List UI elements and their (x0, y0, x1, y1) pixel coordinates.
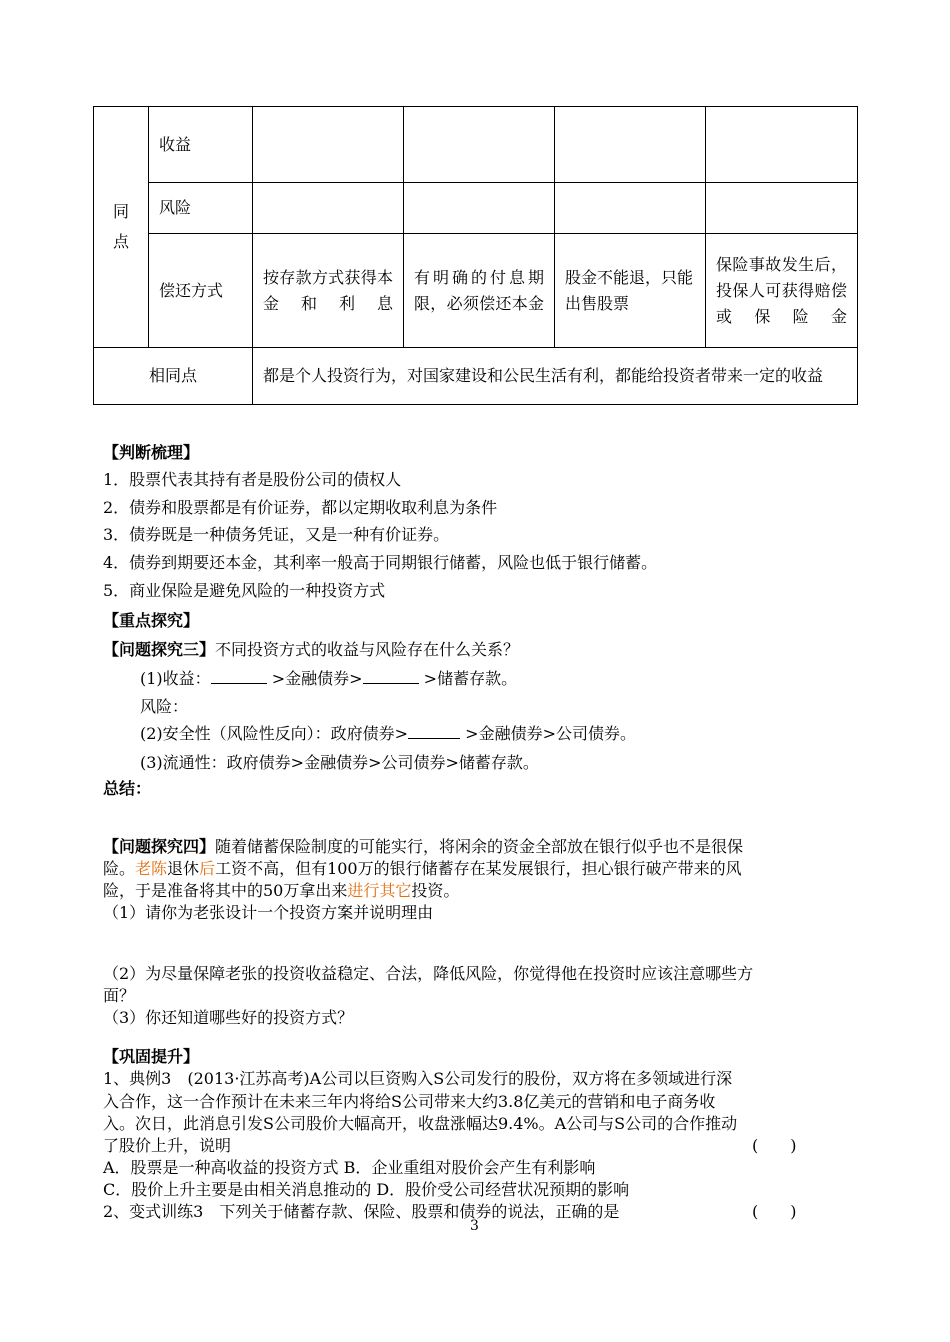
judge-heading: 【判断梳理】 (103, 443, 200, 462)
same-label: 相同点 (94, 348, 253, 405)
row-label: 风险 (149, 183, 253, 234)
list-item: 4．债券到期要还本金，其利率一般高于同期银行储蓄，风险也低于银行储蓄。 (103, 553, 658, 572)
table-cell (253, 107, 404, 183)
group-label: 同 点 (94, 107, 149, 348)
answer-blank[interactable] (363, 667, 419, 684)
comparison-table (93, 106, 858, 405)
income-end: >储蓄存款。 (418, 669, 518, 688)
question-4-text: 随着储蓄保险制度的可能实行，将闲余的资金全部放在银行似乎也不是很保 (215, 837, 744, 856)
text-run: 投资。 (411, 881, 460, 900)
income-label: (1)收益： (140, 669, 211, 688)
risk-label: 风险： (140, 697, 189, 716)
example-line: 了股价上升，说明 (103, 1136, 232, 1155)
text-run: 退休 (167, 859, 200, 878)
income-mid: >金融债券> (266, 669, 363, 688)
safety-end: >金融债券>公司债券。 (460, 724, 636, 743)
key-heading: 【重点探究】 (103, 611, 200, 630)
options-cd: C．股价上升主要是由相关消息推动的 D．股价受公司经营状况预期的影响 (103, 1180, 630, 1199)
question-3-label: 【问题探究三】 (103, 640, 216, 659)
answer-paren: ( ) (752, 1136, 797, 1155)
options-ab: A．股票是一种高收益的投资方式 B．企业重组对股价会产生有利影响 (103, 1158, 596, 1177)
income-line (140, 666, 517, 689)
table-row (94, 234, 858, 348)
table-cell: 按存款方式获得本金和利息 (253, 234, 404, 348)
answer-blank[interactable] (408, 722, 460, 739)
sub-question-3: （3）你还知道哪些好的投资方式？ (103, 1008, 354, 1027)
question-4-label: 【问题探究四】 (103, 837, 216, 856)
summary-label: 总结： (103, 779, 152, 798)
sub-question-2: （2）为尽量保障老张的投资收益稳定、合法，降低风险，你觉得他在投资时应该注意哪些方 (103, 964, 754, 983)
table-row (94, 107, 858, 183)
text-run: 工资不高，但有100万的银行储蓄存在某发展银行，担心银行破产带来的风 (215, 859, 742, 878)
highlight-text: 老陈 (135, 859, 168, 878)
page-number: 3 (470, 1218, 479, 1234)
example-line: 入合作，这一合作预计在未来三年内将给S公司带来大约3.8亿美元的营销和电子商务收 (103, 1092, 716, 1111)
list-item: 2．债券和股票都是有价证券，都以定期收取利息为条件 (103, 498, 498, 517)
example-line: 入。次日，此消息引发S公司股价大幅高开，收盘涨幅达9.4%。A公司与S公司的合作推动 (103, 1114, 738, 1133)
question-3-text: 不同投资方式的收益与风险存在什么关系？ (215, 640, 520, 659)
table-row (94, 183, 858, 234)
variant-line: 2、变式训练3 下列关于储蓄存款、保险、股票和债券的说法，正确的是 (103, 1202, 620, 1221)
list-item: 3．债券既是一种债务凭证，又是一种有价证券。 (103, 525, 450, 544)
safety-line (140, 721, 636, 744)
row-label: 收益 (149, 107, 253, 183)
table-cell (555, 107, 706, 183)
text-run: 险，于是准备将其中的50万拿出来 (103, 881, 348, 900)
table-row (94, 348, 858, 405)
table-cell (706, 183, 858, 234)
example-line: 1、典例3 (2013·江苏高考)A公司以巨资购入S公司发行的股份，双方将在多领域进行深 (103, 1069, 733, 1088)
table-cell (555, 183, 706, 234)
text-run: 险。 (103, 859, 136, 878)
answer-blank[interactable] (211, 667, 267, 684)
table-cell: 保险事故发生后，投保人可获得赔偿或保险金 (706, 234, 858, 348)
table-cell (706, 107, 858, 183)
same-text: 都是个人投资行为，对国家建设和公民生活有利，都能给投资者带来一定的收益 (253, 348, 858, 405)
sub-question-2-cont: 面？ (103, 986, 136, 1005)
table-cell (404, 183, 555, 234)
table-cell (253, 183, 404, 234)
question-4-line (103, 834, 743, 857)
table-cell (404, 107, 555, 183)
consolidate-heading: 【巩固提升】 (103, 1047, 200, 1066)
question-4-line (103, 856, 742, 879)
question-3 (103, 637, 519, 660)
liquidity-line: (3)流通性：政府债券>金融债券>公司债券>储蓄存款。 (140, 753, 539, 772)
safety-label: (2)安全性（风险性反向）：政府债券> (140, 724, 409, 743)
list-item: 1．股票代表其持有者是股份公司的债权人 (103, 470, 402, 489)
answer-paren: ( ) (752, 1202, 797, 1221)
table-cell: 有明确的付息期限，必须偿还本金 (404, 234, 555, 348)
highlight-text: 后 (199, 859, 216, 878)
highlight-text: 进行其它 (347, 881, 412, 900)
list-item: 5．商业保险是避免风险的一种投资方式 (103, 581, 386, 600)
row-label: 偿还方式 (149, 234, 253, 348)
sub-question-1: （1）请你为老张设计一个投资方案并说明理由 (103, 903, 434, 922)
question-4-line (103, 878, 459, 901)
table-cell: 股金不能退，只能出售股票 (555, 234, 706, 348)
